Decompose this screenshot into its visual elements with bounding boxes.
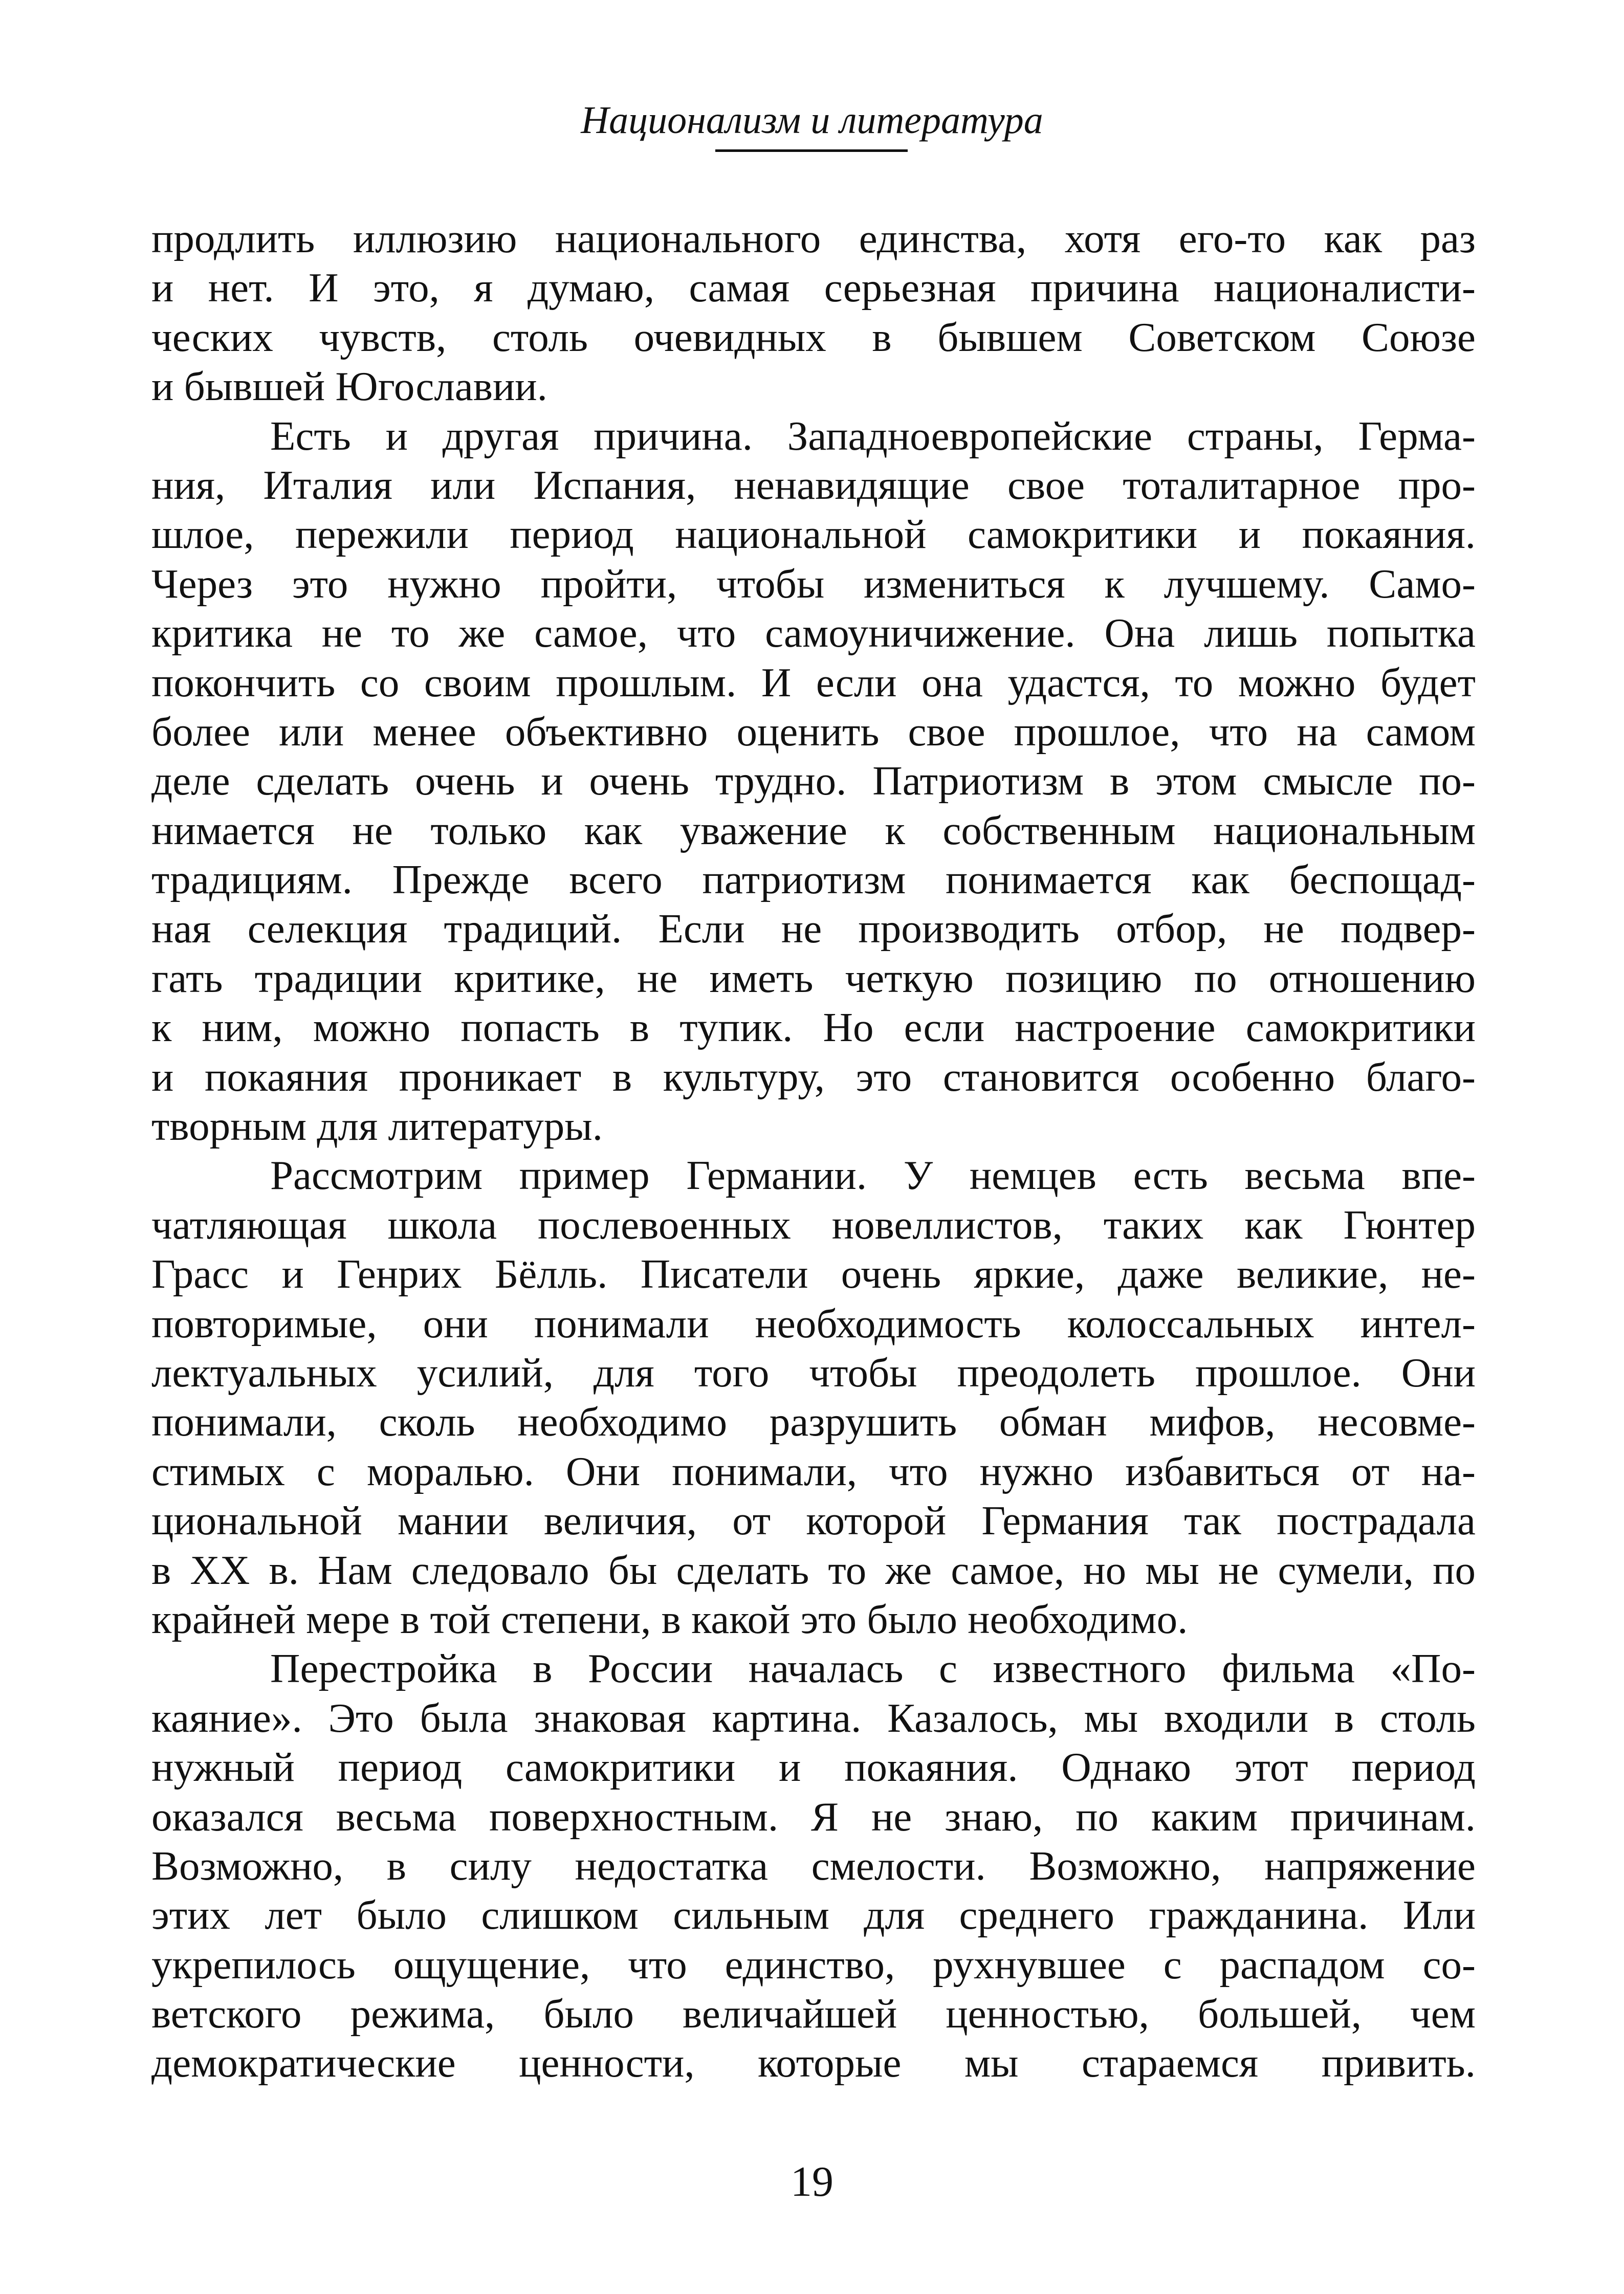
- running-head-rule: [715, 149, 908, 152]
- text-line: Перестройка в России началась с известного фильма «По-: [270, 1645, 1476, 1692]
- text-line: этих лет было слишком сильным для среднего гражданина. Или: [151, 1892, 1476, 1938]
- text-line: более или менее объективно оценить свое прошлое, что на самом: [151, 708, 1476, 755]
- text-line: гать традиции критике, не иметь четкую позицию по отношению: [151, 955, 1476, 1001]
- text-line: и бывшей Югославии.: [151, 363, 547, 410]
- text-line: ветского режима, было величайшей ценностью, большей, чем: [151, 1991, 1476, 2037]
- text-line: повторимые, они понимали необходимость колоссальных интел-: [151, 1300, 1476, 1347]
- text-line: Грасс и Генрих Бёлль. Писатели очень яркие, даже великие, не-: [151, 1251, 1476, 1297]
- text-line: крайней мере в той степени, в какой это было необходимо.: [151, 1596, 1188, 1642]
- text-line: критика не то же самое, что самоуничижение. Она лишь попытка: [151, 610, 1476, 656]
- text-line: традициям. Прежде всего патриотизм понимается как беспощад-: [151, 856, 1476, 903]
- text-line: нужный период самокритики и покаяния. Однако этот период: [151, 1744, 1476, 1791]
- page-number: 19: [791, 2158, 833, 2205]
- text-line: Есть и другая причина. Западноевропейские страны, Герма-: [270, 412, 1476, 459]
- text-line: нимается не только как уважение к собственным национальным: [151, 807, 1476, 853]
- running-head: Национализм и литература: [581, 99, 1043, 142]
- text-line: каяние». Это была знаковая картина. Казалось, мы входили в столь: [151, 1694, 1476, 1741]
- text-line: и нет. И это, я думаю, самая серьезная причина националисти-: [151, 264, 1476, 311]
- text-line: укрепилось ощущение, что единство, рухнувшее с распадом со-: [151, 1941, 1476, 1988]
- text-line: продлить иллюзию национального единства, хотя его-то как раз: [151, 215, 1476, 261]
- text-line: демократические ценности, которые мы стараемся привить.: [151, 2040, 1476, 2086]
- text-line: стимых с моралью. Они понимали, что нужно избавиться от на-: [151, 1448, 1476, 1494]
- text-line: творным для литературы.: [151, 1103, 603, 1150]
- text-line: Рассмотрим пример Германии. У немцев есть весьма впе-: [270, 1152, 1476, 1199]
- text-line: ния, Италия или Испания, ненавидящие свое тоталитарное про-: [151, 461, 1476, 508]
- body-text: [151, 214, 1476, 2088]
- text-line: к ним, можно попасть в тупик. Но если настроение самокритики: [151, 1004, 1476, 1051]
- text-line: Через это нужно пройти, чтобы измениться к лучшему. Само-: [151, 560, 1476, 607]
- text-line: лектуальных усилий, для того чтобы преодолеть прошлое. Они: [151, 1349, 1476, 1396]
- text-line: ная селекция традиций. Если не производить отбор, не подвер-: [151, 906, 1476, 952]
- text-line: Возможно, в силу недостатка смелости. Возможно, напряжение: [151, 1842, 1476, 1889]
- text-line: ческих чувств, столь очевидных в бывшем Советском Союзе: [151, 314, 1476, 360]
- text-line: покончить со своим прошлым. И если она удастся, то можно будет: [151, 659, 1476, 705]
- text-line: чатляющая школа послевоенных новеллистов, таких как Гюнтер: [151, 1201, 1476, 1248]
- text-line: в XX в. Нам следовало бы сделать то же самое, но мы не сумели, по: [151, 1547, 1476, 1593]
- text-line: циональной мании величия, от которой Германия так пострадала: [151, 1497, 1476, 1544]
- text-line: оказался весьма поверхностным. Я не знаю, по каким причинам.: [151, 1793, 1476, 1840]
- text-line: и покаяния проникает в культуру, это становится особенно благо-: [151, 1053, 1476, 1100]
- text-line: понимали, сколь необходимо разрушить обман мифов, несовме-: [151, 1399, 1476, 1445]
- text-line: шлое, пережили период национальной самокритики и покаяния.: [151, 511, 1476, 558]
- text-line: деле сделать очень и очень трудно. Патриотизм в этом смысле по-: [151, 758, 1476, 804]
